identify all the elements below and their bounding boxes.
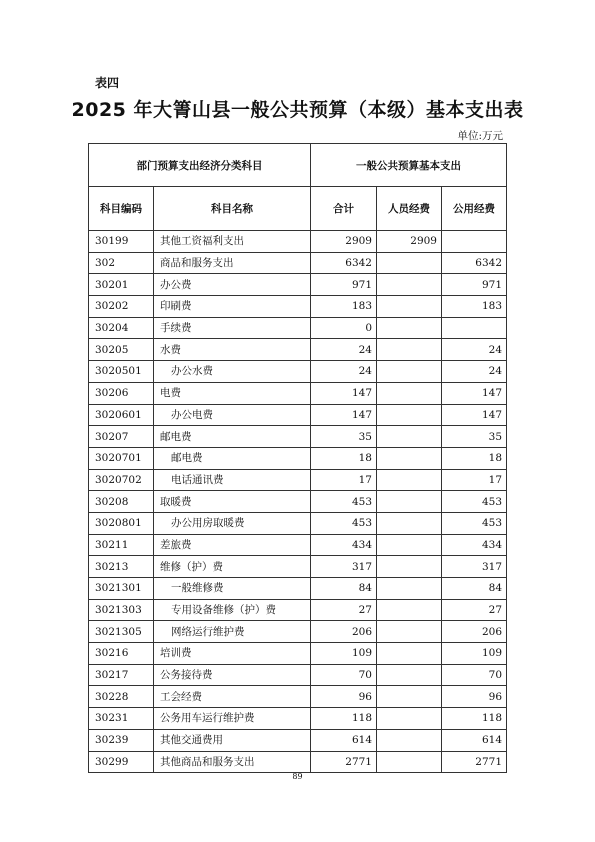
row-code: 30213 xyxy=(89,556,154,578)
header-name: 科目名称 xyxy=(154,187,311,231)
row-name: 培训费 xyxy=(154,643,311,665)
row-public: 206 xyxy=(442,621,507,643)
table-row xyxy=(89,686,507,708)
row-name: 邮电费 xyxy=(154,426,311,448)
header-personnel: 人员经费 xyxy=(377,187,442,231)
table-row xyxy=(89,621,507,643)
row-public: 118 xyxy=(442,708,507,730)
row-name: 取暖费 xyxy=(154,491,311,513)
table-row xyxy=(89,534,507,556)
row-code: 30204 xyxy=(89,317,154,339)
header-economic-category: 部门预算支出经济分类科目 xyxy=(89,144,311,187)
row-code: 3020601 xyxy=(89,404,154,426)
row-total: 70 xyxy=(311,664,377,686)
row-code: 30201 xyxy=(89,274,154,296)
row-public xyxy=(442,231,507,253)
row-total: 17 xyxy=(311,469,377,491)
row-public: 434 xyxy=(442,534,507,556)
row-public: 27 xyxy=(442,599,507,621)
table-row xyxy=(89,556,507,578)
row-total: 118 xyxy=(311,708,377,730)
header-total: 合计 xyxy=(311,187,377,231)
row-personnel xyxy=(377,469,442,491)
table-label: 表四 xyxy=(95,76,120,90)
page-number: 89 xyxy=(292,772,303,781)
row-name: 办公费 xyxy=(154,274,311,296)
row-total: 0 xyxy=(311,317,377,339)
row-personnel xyxy=(377,274,442,296)
row-total: 109 xyxy=(311,643,377,665)
table-row xyxy=(89,491,507,513)
row-public: 147 xyxy=(442,404,507,426)
table-row xyxy=(89,252,507,274)
row-personnel xyxy=(377,512,442,534)
row-personnel xyxy=(377,621,442,643)
row-code: 3020801 xyxy=(89,512,154,534)
row-total: 206 xyxy=(311,621,377,643)
row-code: 3021301 xyxy=(89,578,154,600)
page-title: 2025 年大箐山县一般公共预算（本级）基本支出表 xyxy=(71,99,524,121)
header-public: 公用经费 xyxy=(442,187,507,231)
row-name: 网络运行维护费 xyxy=(154,621,311,643)
row-name: 专用设备维修（护）费 xyxy=(154,599,311,621)
row-personnel xyxy=(377,578,442,600)
table-row xyxy=(89,469,507,491)
row-name: 手续费 xyxy=(154,317,311,339)
row-personnel xyxy=(377,339,442,361)
budget-table xyxy=(88,143,507,773)
table-row xyxy=(89,512,507,534)
row-personnel xyxy=(377,382,442,404)
table-row xyxy=(89,317,507,339)
table-body xyxy=(89,231,507,773)
row-name: 办公水费 xyxy=(154,361,311,383)
table-row xyxy=(89,751,507,773)
row-personnel xyxy=(377,643,442,665)
row-personnel xyxy=(377,296,442,318)
row-total: 84 xyxy=(311,578,377,600)
row-code: 30206 xyxy=(89,382,154,404)
row-public: 84 xyxy=(442,578,507,600)
row-personnel xyxy=(377,447,442,469)
row-public: 17 xyxy=(442,469,507,491)
row-personnel xyxy=(377,317,442,339)
row-public: 614 xyxy=(442,729,507,751)
row-code: 30228 xyxy=(89,686,154,708)
row-public: 453 xyxy=(442,491,507,513)
row-personnel: 2909 xyxy=(377,231,442,253)
row-personnel xyxy=(377,252,442,274)
row-personnel xyxy=(377,404,442,426)
unit-label: 单位:万元 xyxy=(457,130,503,142)
row-name: 办公用房取暖费 xyxy=(154,512,311,534)
row-name: 公务用车运行维护费 xyxy=(154,708,311,730)
row-name: 其他商品和服务支出 xyxy=(154,751,311,773)
table-row xyxy=(89,578,507,600)
row-code: 30231 xyxy=(89,708,154,730)
table-row xyxy=(89,664,507,686)
header-basic-expenditure: 一般公共预算基本支出 xyxy=(311,144,507,187)
row-public: 453 xyxy=(442,512,507,534)
row-code: 302 xyxy=(89,252,154,274)
row-total: 6342 xyxy=(311,252,377,274)
row-total: 317 xyxy=(311,556,377,578)
row-code: 30239 xyxy=(89,729,154,751)
row-total: 453 xyxy=(311,491,377,513)
row-personnel xyxy=(377,556,442,578)
row-public: 35 xyxy=(442,426,507,448)
row-public: 6342 xyxy=(442,252,507,274)
row-public xyxy=(442,317,507,339)
row-personnel xyxy=(377,751,442,773)
table-row xyxy=(89,339,507,361)
row-code: 3021303 xyxy=(89,599,154,621)
table-row xyxy=(89,447,507,469)
row-name: 电话通讯费 xyxy=(154,469,311,491)
row-name: 公务接待费 xyxy=(154,664,311,686)
table-row xyxy=(89,231,507,253)
row-total: 453 xyxy=(311,512,377,534)
row-total: 183 xyxy=(311,296,377,318)
table-row xyxy=(89,274,507,296)
row-name: 商品和服务支出 xyxy=(154,252,311,274)
row-public: 96 xyxy=(442,686,507,708)
row-total: 35 xyxy=(311,426,377,448)
row-code: 3020501 xyxy=(89,361,154,383)
row-code: 3020702 xyxy=(89,469,154,491)
row-public: 317 xyxy=(442,556,507,578)
row-name: 其他交通费用 xyxy=(154,729,311,751)
header-code: 科目编码 xyxy=(89,187,154,231)
row-public: 147 xyxy=(442,382,507,404)
row-personnel xyxy=(377,361,442,383)
row-public: 183 xyxy=(442,296,507,318)
row-public: 18 xyxy=(442,447,507,469)
row-name: 水费 xyxy=(154,339,311,361)
row-code: 30205 xyxy=(89,339,154,361)
row-personnel xyxy=(377,729,442,751)
row-personnel xyxy=(377,686,442,708)
table-row xyxy=(89,729,507,751)
row-name: 电费 xyxy=(154,382,311,404)
table-row xyxy=(89,426,507,448)
row-total: 2909 xyxy=(311,231,377,253)
row-total: 96 xyxy=(311,686,377,708)
table-row xyxy=(89,708,507,730)
row-name: 工会经费 xyxy=(154,686,311,708)
row-code: 3021305 xyxy=(89,621,154,643)
row-public: 70 xyxy=(442,664,507,686)
row-code: 30217 xyxy=(89,664,154,686)
table-row xyxy=(89,599,507,621)
row-total: 24 xyxy=(311,361,377,383)
table-row xyxy=(89,296,507,318)
row-code: 30211 xyxy=(89,534,154,556)
row-code: 30202 xyxy=(89,296,154,318)
row-code: 30216 xyxy=(89,643,154,665)
row-public: 24 xyxy=(442,339,507,361)
row-personnel xyxy=(377,664,442,686)
row-code: 30299 xyxy=(89,751,154,773)
table-row xyxy=(89,382,507,404)
row-personnel xyxy=(377,534,442,556)
row-total: 18 xyxy=(311,447,377,469)
row-personnel xyxy=(377,599,442,621)
row-code: 30208 xyxy=(89,491,154,513)
row-name: 差旅费 xyxy=(154,534,311,556)
row-total: 24 xyxy=(311,339,377,361)
row-total: 147 xyxy=(311,404,377,426)
row-personnel xyxy=(377,426,442,448)
row-total: 434 xyxy=(311,534,377,556)
table-row xyxy=(89,361,507,383)
row-total: 971 xyxy=(311,274,377,296)
row-code: 30199 xyxy=(89,231,154,253)
row-code: 3020701 xyxy=(89,447,154,469)
row-total: 614 xyxy=(311,729,377,751)
row-total: 27 xyxy=(311,599,377,621)
row-public: 971 xyxy=(442,274,507,296)
row-name: 印刷费 xyxy=(154,296,311,318)
row-personnel xyxy=(377,708,442,730)
row-public: 109 xyxy=(442,643,507,665)
row-name: 其他工资福利支出 xyxy=(154,231,311,253)
row-total: 147 xyxy=(311,382,377,404)
row-code: 30207 xyxy=(89,426,154,448)
table-row xyxy=(89,404,507,426)
row-name: 办公电费 xyxy=(154,404,311,426)
row-public: 2771 xyxy=(442,751,507,773)
row-public: 24 xyxy=(442,361,507,383)
row-name: 一般维修费 xyxy=(154,578,311,600)
row-name: 维修（护）费 xyxy=(154,556,311,578)
row-personnel xyxy=(377,491,442,513)
row-name: 邮电费 xyxy=(154,447,311,469)
row-total: 2771 xyxy=(311,751,377,773)
table-row xyxy=(89,643,507,665)
